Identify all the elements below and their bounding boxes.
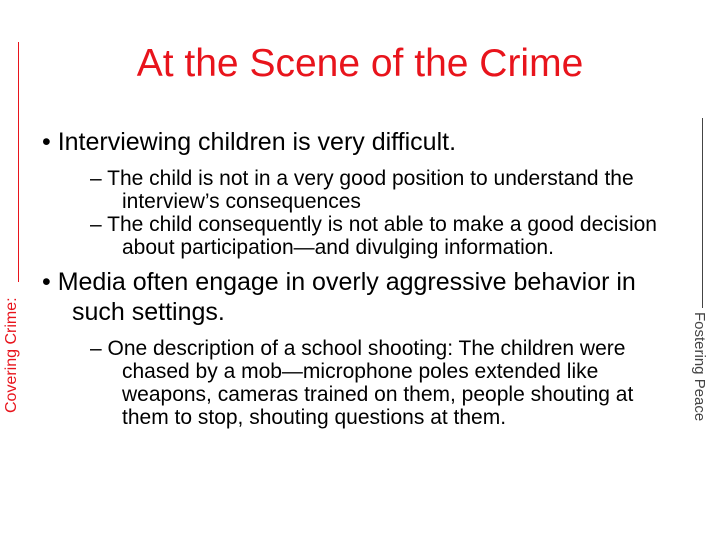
slide-body	[42, 127, 682, 429]
right-side-label-text: Fostering Peace	[691, 312, 708, 422]
sub-bullet-2-1: – One description of a school shooting: The children were chased by a mob—microphone poles extended like weapons, cameras trained on them, people shouting at them to stop, shouting questions at them.	[90, 337, 634, 429]
right-side-label	[686, 312, 718, 422]
left-side-label-text: Covering Crime:	[3, 297, 20, 413]
sub-bullet-1-1: – The child is not in a very good position to understand the interview’s consequences	[90, 167, 634, 213]
left-side-label	[3, 297, 35, 413]
right-accent-rule	[702, 118, 703, 308]
slide-title: At the Scene of the Crime	[136, 42, 584, 85]
bullet-1: • Interviewing children is very difficult.	[42, 128, 457, 156]
bullet-2: • Media often engage in overly aggressive behavior in such settings.	[42, 268, 636, 326]
sub-bullet-1-2: – The child consequently is not able to make a good decision about participation—and divulging information.	[90, 213, 657, 259]
